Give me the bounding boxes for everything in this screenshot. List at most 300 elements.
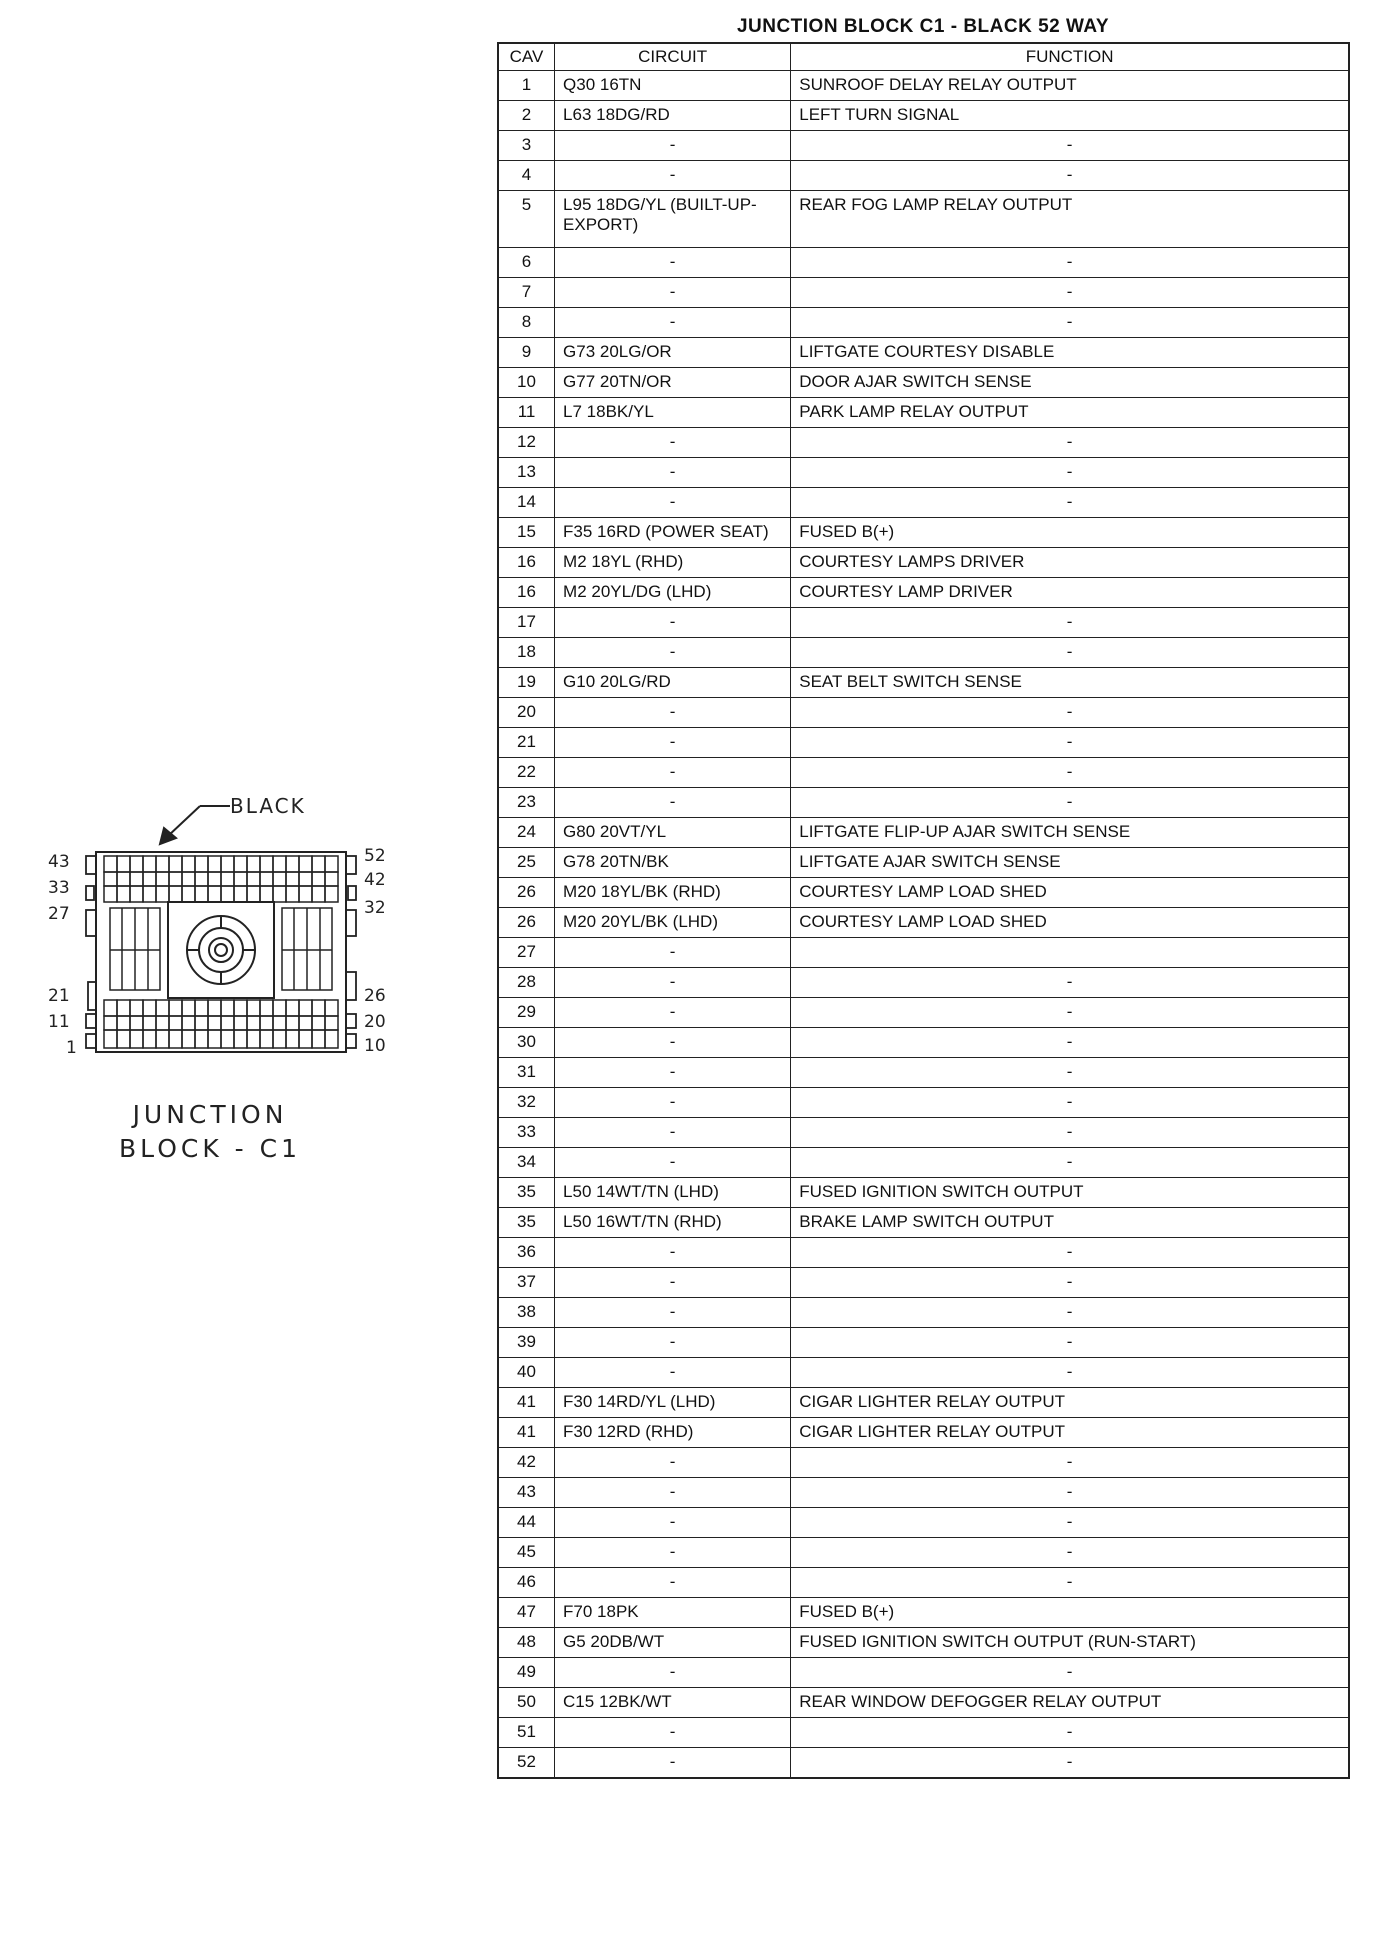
terminal-cavity [182,1030,195,1048]
cav-cell: 44 [498,1508,555,1538]
circuit-cell: - [555,1478,791,1508]
function-cell: FUSED B(+) [791,1598,1349,1628]
terminal-cavity [104,1016,117,1030]
cav-cell: 42 [498,1448,555,1478]
circuit-cell: - [555,968,791,998]
function-cell: - [791,1028,1349,1058]
function-cell: - [791,248,1349,278]
terminal-cavity [143,856,156,872]
function-cell: - [791,161,1349,191]
circuit-cell: - [555,638,791,668]
terminal-cavity [325,872,338,886]
table-row [498,1688,1349,1718]
function-cell: - [791,1088,1349,1118]
circuit-cell: L7 18BK/YL [555,398,791,428]
table-row [498,191,1349,248]
function-cell: - [791,998,1349,1028]
table-row [498,131,1349,161]
circuit-cell: - [555,1448,791,1478]
circuit-cell: M2 20YL/DG (LHD) [555,578,791,608]
function-cell: COURTESY LAMP DRIVER [791,578,1349,608]
terminal-cavity [247,1030,260,1048]
terminal-cavity [312,856,325,872]
pin-number: 52 [364,846,386,866]
terminal-cavity [130,1016,143,1030]
function-cell: CIGAR LIGHTER RELAY OUTPUT [791,1388,1349,1418]
table-row [498,101,1349,131]
terminal-cavity [273,1030,286,1048]
table-row [498,638,1349,668]
cav-cell: 16 [498,548,555,578]
cav-cell: 25 [498,848,555,878]
table-row [498,428,1349,458]
terminal-cavity [169,1016,182,1030]
cav-cell: 7 [498,278,555,308]
header-circuit: CIRCUIT [555,43,791,71]
circuit-cell: C15 12BK/WT [555,1688,791,1718]
terminal-cavity [286,886,299,902]
terminal-cavity [221,1000,234,1016]
table-row [498,161,1349,191]
circuit-cell: - [555,1568,791,1598]
table-row [498,1088,1349,1118]
terminal-cavity [273,1016,286,1030]
terminal-cavity [104,886,117,902]
function-cell: COURTESY LAMPS DRIVER [791,548,1349,578]
cav-cell: 27 [498,938,555,968]
terminal-cavity [221,886,234,902]
terminal-cavity [104,1030,117,1048]
circuit-cell: - [555,1088,791,1118]
circuit-cell: - [555,728,791,758]
table-row [498,1208,1349,1238]
pin-number: 43 [48,852,70,872]
cav-cell: 8 [498,308,555,338]
terminal-cavity [130,886,143,902]
table-row [498,608,1349,638]
cav-cell: 36 [498,1238,555,1268]
function-cell: - [791,1508,1349,1538]
cav-cell: 1 [498,71,555,101]
terminal-cavity [260,872,273,886]
terminal-cavity [156,1030,169,1048]
circuit-cell: - [555,608,791,638]
cav-cell: 40 [498,1358,555,1388]
terminal-cavity [312,1016,325,1030]
table-row [498,998,1349,1028]
terminal-cavity [182,1000,195,1016]
cav-cell: 17 [498,608,555,638]
table-row [498,1388,1349,1418]
table-row [498,1298,1349,1328]
table-row [498,1658,1349,1688]
terminal-cavity [234,872,247,886]
terminal-cavity [221,1030,234,1048]
terminal-cavity [182,1016,195,1030]
terminal-cavity [299,1016,312,1030]
terminal-cavity [130,1000,143,1016]
cav-cell: 15 [498,518,555,548]
circuit-cell: F70 18PK [555,1598,791,1628]
terminal-cavity [260,1016,273,1030]
terminal-cavity [208,872,221,886]
table-row [498,1238,1349,1268]
table-row [498,668,1349,698]
pin-number: 1 [66,1038,77,1058]
table-row [498,71,1349,101]
terminal-cavity [130,1030,143,1048]
terminal-cavity [286,856,299,872]
table-row [498,728,1349,758]
table-row [498,338,1349,368]
cav-cell: 35 [498,1178,555,1208]
function-cell: SEAT BELT SWITCH SENSE [791,668,1349,698]
cav-cell: 2 [498,101,555,131]
function-cell: - [791,608,1349,638]
terminal-cavity [273,872,286,886]
terminal-cavity [117,886,130,902]
table-row [498,1628,1349,1658]
function-cell: - [791,1658,1349,1688]
function-cell: LIFTGATE COURTESY DISABLE [791,338,1349,368]
function-cell: COURTESY LAMP LOAD SHED [791,878,1349,908]
cav-cell: 39 [498,1328,555,1358]
terminal-cavity [208,856,221,872]
terminal-cavity [182,872,195,886]
circuit-cell: - [555,308,791,338]
cav-cell: 22 [498,758,555,788]
circuit-cell: G73 20LG/OR [555,338,791,368]
terminal-cavity [195,872,208,886]
function-cell: - [791,278,1349,308]
terminal-cavity [130,872,143,886]
pin-number: 42 [364,870,386,890]
terminal-cavity [260,1030,273,1048]
terminal-cavity [169,1000,182,1016]
cav-cell: 19 [498,668,555,698]
table-row [498,248,1349,278]
cav-cell: 23 [498,788,555,818]
cav-cell: 41 [498,1388,555,1418]
table-row [498,488,1349,518]
terminal-cavity [286,872,299,886]
cav-cell: 29 [498,998,555,1028]
cav-cell: 20 [498,698,555,728]
table-row [498,818,1349,848]
table-row [498,968,1349,998]
table-row [498,1268,1349,1298]
circuit-cell: - [555,131,791,161]
cav-cell: 26 [498,878,555,908]
terminal-cavity [234,1030,247,1048]
terminal-cavity [221,1016,234,1030]
circuit-cell: G5 20DB/WT [555,1628,791,1658]
cav-cell: 21 [498,728,555,758]
function-cell [791,938,1349,968]
circuit-cell: - [555,458,791,488]
function-cell: - [791,1718,1349,1748]
table-row [498,938,1349,968]
table-row [498,1718,1349,1748]
pin-number: 27 [48,904,70,924]
table-row [498,1448,1349,1478]
function-cell: - [791,428,1349,458]
function-cell: - [791,1478,1349,1508]
color-label: BLACK [230,794,306,818]
pin-number: 11 [48,1012,70,1032]
terminal-cavity [247,1016,260,1030]
terminal-cavity [195,886,208,902]
terminal-cavity [104,1000,117,1016]
cav-cell: 48 [498,1628,555,1658]
terminal-cavity [286,1016,299,1030]
function-cell: LIFTGATE AJAR SWITCH SENSE [791,848,1349,878]
circuit-cell: - [555,758,791,788]
terminal-cavity [195,1030,208,1048]
circuit-cell: - [555,1238,791,1268]
cav-cell: 30 [498,1028,555,1058]
terminal-cavity [169,1030,182,1048]
circuit-cell: - [555,998,791,1028]
table-row [498,1598,1349,1628]
terminal-cavity [273,1000,286,1016]
function-cell: - [791,698,1349,728]
circuit-cell: - [555,488,791,518]
circuit-cell: G77 20TN/OR [555,368,791,398]
header-cav: CAV [498,43,555,71]
cav-cell: 9 [498,338,555,368]
terminal-cavity [156,1000,169,1016]
table-row [498,1328,1349,1358]
circuit-cell: L50 14WT/TN (LHD) [555,1178,791,1208]
terminal-cavity [130,856,143,872]
circuit-cell: M2 18YL (RHD) [555,548,791,578]
function-cell: - [791,1448,1349,1478]
table-row [498,1748,1349,1778]
circuit-cell: F30 14RD/YL (LHD) [555,1388,791,1418]
terminal-cavity [104,872,117,886]
circuit-cell: Q30 16TN [555,71,791,101]
pin-number: 20 [364,1012,386,1032]
terminal-cavity [221,872,234,886]
terminal-cavity [299,872,312,886]
circuit-cell: - [555,1538,791,1568]
terminal-cavity [169,886,182,902]
terminal-cavity [325,1000,338,1016]
function-cell: SUNROOF DELAY RELAY OUTPUT [791,71,1349,101]
table-row [498,1538,1349,1568]
terminal-cavity [312,1000,325,1016]
circuit-cell: L63 18DG/RD [555,101,791,131]
circuit-cell: - [555,788,791,818]
table-row [498,1508,1349,1538]
function-cell: - [791,728,1349,758]
cav-cell: 28 [498,968,555,998]
cav-cell: 5 [498,191,555,248]
terminal-cavity [299,886,312,902]
terminal-cavity [325,1030,338,1048]
table-row [498,1178,1349,1208]
circuit-cell: - [555,248,791,278]
table-row [498,1118,1349,1148]
circuit-cell: - [555,1058,791,1088]
function-cell: - [791,1328,1349,1358]
terminal-cavity [156,856,169,872]
table-row [498,398,1349,428]
table-row [498,308,1349,338]
terminal-cavity [143,886,156,902]
terminal-cavity [260,1000,273,1016]
cav-cell: 10 [498,368,555,398]
function-cell: BRAKE LAMP SWITCH OUTPUT [791,1208,1349,1238]
terminal-cavity [143,1030,156,1048]
function-cell: - [791,1568,1349,1598]
cav-cell: 18 [498,638,555,668]
function-cell: - [791,968,1349,998]
table-row [498,458,1349,488]
table-row [498,368,1349,398]
circuit-cell: - [555,428,791,458]
terminal-cavity [182,856,195,872]
cav-cell: 45 [498,1538,555,1568]
terminal-cavity [117,856,130,872]
terminal-cavity [156,886,169,902]
table-row [498,908,1349,938]
circuit-cell: - [555,1298,791,1328]
terminal-cavity [286,1030,299,1048]
pin-number: 33 [48,878,70,898]
table-row [498,1568,1349,1598]
terminal-cavity [247,886,260,902]
terminal-cavity [117,1030,130,1048]
function-cell: - [791,1298,1349,1328]
terminal-cavity [143,872,156,886]
function-cell: - [791,488,1349,518]
pin-number: 26 [364,986,386,1006]
circuit-cell: - [555,1028,791,1058]
cav-cell: 34 [498,1148,555,1178]
terminal-cavity [117,1016,130,1030]
circuit-cell: - [555,1148,791,1178]
circuit-cell: - [555,1658,791,1688]
terminal-cavity [299,1030,312,1048]
terminal-cavity [273,856,286,872]
cav-cell: 38 [498,1298,555,1328]
circuit-cell: - [555,1118,791,1148]
table-row [498,788,1349,818]
function-cell: - [791,1538,1349,1568]
cav-cell: 47 [498,1598,555,1628]
table-row [498,1358,1349,1388]
circuit-cell: - [555,1268,791,1298]
terminal-cavity [156,872,169,886]
cav-cell: 13 [498,458,555,488]
function-cell: - [791,1148,1349,1178]
function-cell: - [791,638,1349,668]
table-row [498,1058,1349,1088]
cav-cell: 35 [498,1208,555,1238]
cav-cell: 31 [498,1058,555,1088]
cav-cell: 11 [498,398,555,428]
terminal-cavity [169,872,182,886]
terminal-cavity [312,1030,325,1048]
function-cell: - [791,1238,1349,1268]
cav-cell: 43 [498,1478,555,1508]
terminal-cavity [143,1000,156,1016]
table-row [498,1148,1349,1178]
cav-cell: 3 [498,131,555,161]
circuit-cell: - [555,1328,791,1358]
terminal-cavity [221,856,234,872]
function-cell: DOOR AJAR SWITCH SENSE [791,368,1349,398]
table-row [498,848,1349,878]
terminal-cavity [156,1016,169,1030]
table-header-row [498,43,1349,71]
terminal-cavity [195,1000,208,1016]
terminal-cavity [117,872,130,886]
circuit-cell: M20 20YL/BK (LHD) [555,908,791,938]
terminal-cavity [234,1016,247,1030]
table-row [498,758,1349,788]
function-cell: LEFT TURN SIGNAL [791,101,1349,131]
function-cell: - [791,308,1349,338]
function-cell: - [791,1118,1349,1148]
circuit-cell: M20 18YL/BK (RHD) [555,878,791,908]
function-cell: LIFTGATE FLIP-UP AJAR SWITCH SENSE [791,818,1349,848]
terminal-cavity [325,856,338,872]
function-cell: - [791,788,1349,818]
pointer-arrow-icon [160,806,230,844]
terminal-cavity [208,886,221,902]
terminal-cavity [208,1000,221,1016]
table-row [498,278,1349,308]
table-row [498,1028,1349,1058]
terminal-cavity [234,886,247,902]
circuit-cell: L95 18DG/YL (BUILT-UP-EXPORT) [555,191,791,248]
circuit-cell: - [555,1508,791,1538]
pin-number: 10 [364,1036,386,1056]
terminal-cavity [195,856,208,872]
terminal-cavity [208,1030,221,1048]
circuit-cell: G78 20TN/BK [555,848,791,878]
terminal-cavity [247,1000,260,1016]
terminal-cavity [182,886,195,902]
pinout-table [497,42,1350,1779]
table-row [498,1478,1349,1508]
circuit-cell: - [555,278,791,308]
function-cell: - [791,458,1349,488]
caption-line: BLOCK - C1 [119,1134,301,1163]
function-cell: - [791,1268,1349,1298]
function-cell: - [791,1748,1349,1778]
circuit-cell: - [555,1358,791,1388]
function-cell: CIGAR LIGHTER RELAY OUTPUT [791,1418,1349,1448]
function-cell: COURTESY LAMP LOAD SHED [791,908,1349,938]
cav-cell: 49 [498,1658,555,1688]
function-cell: - [791,758,1349,788]
terminal-cavity [169,856,182,872]
function-cell: FUSED B(+) [791,518,1349,548]
function-cell: FUSED IGNITION SWITCH OUTPUT [791,1178,1349,1208]
cav-cell: 52 [498,1748,555,1778]
terminal-cavity [247,872,260,886]
table-row [498,518,1349,548]
circuit-cell: F35 16RD (POWER SEAT) [555,518,791,548]
terminal-cavity [312,872,325,886]
table-row [498,548,1349,578]
header-function: FUNCTION [791,43,1349,71]
cav-cell: 46 [498,1568,555,1598]
